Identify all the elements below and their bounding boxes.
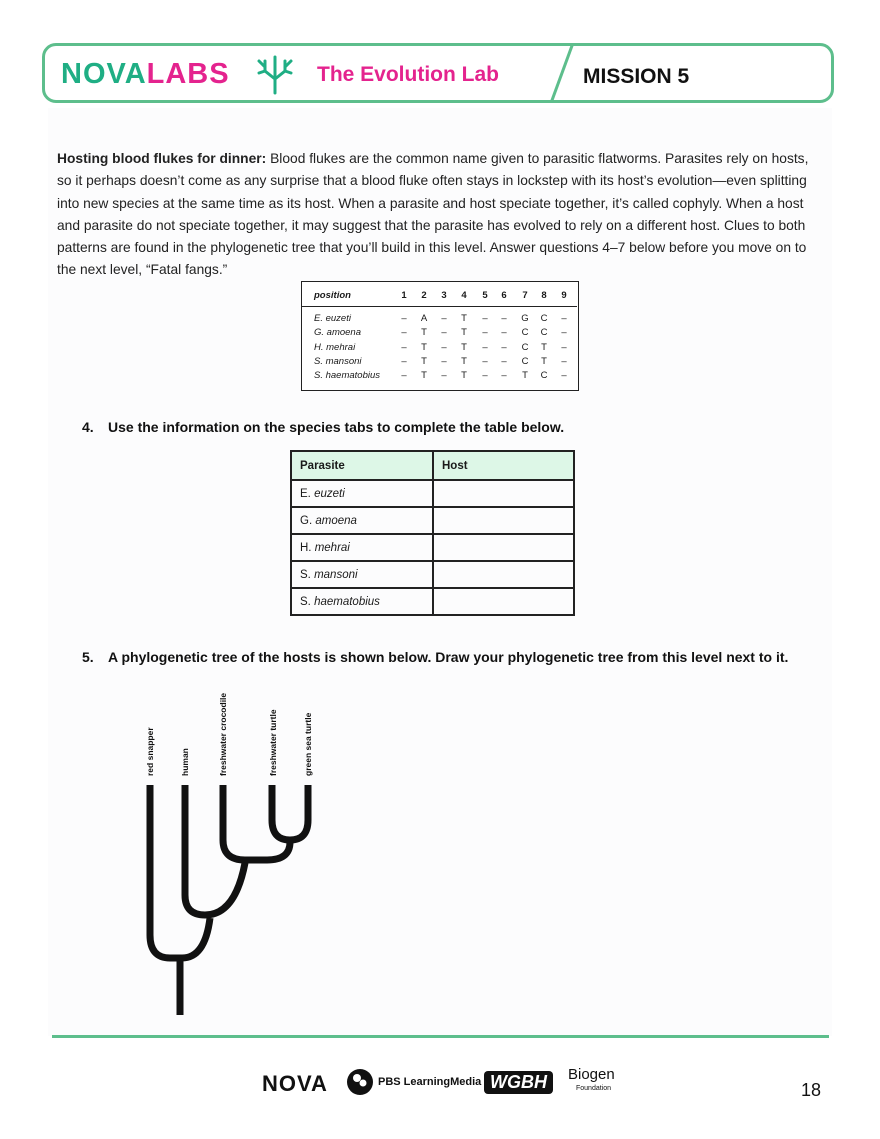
base-cell: T: [421, 341, 427, 353]
position-number: 8: [541, 290, 547, 301]
species-text: euzeti: [314, 487, 345, 500]
base-cell: T: [461, 355, 467, 367]
base-cell: –: [401, 341, 407, 353]
table-row: [291, 507, 574, 534]
taxon-label: freshwater crocodile: [218, 692, 228, 776]
base-cell: –: [441, 355, 447, 367]
taxon-label: green sea turtle: [303, 712, 313, 776]
host-cell[interactable]: [433, 480, 574, 507]
base-cell: C: [540, 313, 548, 324]
genus-text: H.: [300, 541, 312, 554]
table-row: [291, 588, 574, 615]
base-cell: T: [421, 370, 427, 382]
base-cell: –: [401, 370, 407, 382]
footer-divider: [52, 1035, 829, 1038]
host-cell[interactable]: [433, 588, 574, 615]
host-column-header: Host: [433, 451, 574, 480]
taxon-label: red snapper: [145, 727, 155, 776]
base-cell: –: [441, 370, 447, 382]
intro-body: Blood flukes are the common name given to parasitic flatworms. Parasites rely on hosts, so it perhaps doesn’t come as any surprise that a blood fluke often stays in lockstep with its host’s evolution—even splitting into new species at the same time as its host. When a parasite and host speciate together, it’s called cophyly. When a host and parasite do not speciate together, it may suggest that the parasite has evolved to rely on a different host. Clues to both patterns are found in the phylogenetic tree that you’ll build in this level. Answer questions 4–7 below before you move on to the next level, “Fatal fangs.”: [57, 151, 809, 278]
species-text: haematobius: [314, 595, 380, 608]
parasite-cell: [291, 507, 433, 534]
evolution-tree-icon: [255, 53, 295, 95]
position-label: position: [314, 290, 351, 301]
question-text: A phylogenetic tree of the hosts is shown below. Draw your phylogenetic tree from this level next to it.: [108, 649, 789, 665]
table-row: [291, 534, 574, 561]
parasite-cell: [291, 588, 433, 615]
branch-snapper-others: [150, 785, 210, 958]
species-name: G. amoena: [314, 327, 361, 339]
sequence-header-row: [314, 290, 574, 302]
nova-logo: NOVA: [262, 1071, 328, 1096]
wgbh-logo: WGBH: [484, 1071, 553, 1094]
base-cell: C: [540, 370, 548, 382]
novalabs-logo: [61, 58, 230, 91]
base-cell: –: [401, 313, 407, 324]
base-cell: T: [522, 370, 528, 382]
genus-text: S.: [300, 595, 311, 608]
base-cell: –: [561, 341, 567, 353]
parasite-cell: [291, 534, 433, 561]
parasite-column-header: Parasite: [291, 451, 433, 480]
base-cell: –: [501, 370, 507, 382]
question-number: 4.: [82, 419, 94, 435]
intro-lead: Hosting blood flukes for dinner:: [57, 151, 267, 166]
base-cell: –: [441, 313, 447, 324]
parasite-cell: [291, 480, 433, 507]
sequence-alignment-table: [301, 281, 579, 391]
genus-text: G.: [300, 514, 313, 527]
pbs-learningmedia-logo: PBS LearningMedia: [378, 1076, 482, 1088]
base-cell: –: [441, 327, 447, 339]
header-divider: [547, 43, 577, 103]
position-number: 6: [501, 290, 507, 301]
question-text: Use the information on the species tabs to complete the table below.: [108, 419, 565, 435]
sequence-row: [314, 342, 574, 354]
page-number: 18: [801, 1080, 822, 1100]
base-cell: –: [501, 327, 507, 339]
species-text: mansoni: [314, 568, 358, 581]
base-cell: T: [421, 327, 427, 339]
base-cell: –: [482, 327, 488, 339]
logo-nova-text: NOVA: [61, 58, 147, 90]
base-cell: –: [561, 355, 567, 367]
position-number: 3: [441, 290, 447, 301]
host-cell[interactable]: [433, 534, 574, 561]
branch-human-reptiles: [185, 785, 245, 915]
base-cell: –: [501, 313, 507, 324]
base-cell: –: [482, 341, 488, 353]
branch-turtles: [272, 785, 308, 840]
mission-label: MISSION 5: [583, 65, 690, 88]
base-cell: –: [482, 355, 488, 367]
position-number: 9: [561, 290, 567, 301]
sequence-row: [314, 313, 574, 325]
lab-title: The Evolution Lab: [317, 63, 499, 86]
base-cell: A: [420, 313, 428, 324]
base-cell: T: [461, 341, 467, 353]
genus-text: E.: [300, 487, 311, 500]
base-cell: T: [541, 341, 547, 353]
taxon-label: human: [180, 748, 190, 776]
genus-text: S.: [300, 568, 311, 581]
base-cell: G: [521, 313, 529, 324]
parasite-host-table: [290, 450, 575, 616]
pbs-icon: [346, 1068, 374, 1096]
base-cell: –: [401, 327, 407, 339]
species-name: S. mansoni: [314, 355, 362, 367]
position-number: 2: [421, 290, 427, 301]
sequence-header-rule: [302, 306, 577, 307]
species-text: amoena: [315, 514, 357, 527]
footer-logos: [262, 1066, 642, 1098]
header-banner: [42, 43, 834, 103]
table-row: [291, 480, 574, 507]
base-cell: T: [461, 313, 467, 324]
position-number: 1: [401, 290, 407, 301]
species-name: H. mehrai: [314, 341, 356, 353]
base-cell: –: [441, 341, 447, 353]
base-cell: –: [561, 370, 567, 382]
species-name: S. haematobius: [314, 370, 381, 382]
host-cell[interactable]: [433, 507, 574, 534]
base-cell: –: [561, 327, 567, 339]
base-cell: C: [540, 327, 548, 339]
base-cell: T: [421, 355, 427, 367]
base-cell: T: [461, 327, 467, 339]
base-cell: –: [482, 313, 488, 324]
intro-paragraph: [57, 148, 817, 282]
sequence-row: [314, 370, 574, 382]
table-header-row: [291, 451, 574, 480]
table-row: [291, 561, 574, 588]
position-number: 7: [522, 290, 528, 301]
base-cell: C: [521, 355, 529, 367]
sequence-row: [314, 356, 574, 368]
position-number: 4: [461, 290, 467, 301]
base-cell: T: [461, 370, 467, 382]
base-cell: –: [501, 341, 507, 353]
species-text: mehrai: [314, 541, 350, 554]
base-cell: –: [501, 355, 507, 367]
branch-crocodile-turtles: [223, 785, 290, 860]
foundation-text: Foundation: [576, 1085, 612, 1092]
logo-labs-text: LABS: [146, 58, 230, 90]
parasite-cell: [291, 561, 433, 588]
base-cell: C: [521, 327, 529, 339]
base-cell: C: [521, 341, 529, 353]
base-cell: –: [482, 370, 488, 382]
base-cell: –: [401, 355, 407, 367]
base-cell: –: [561, 313, 567, 324]
host-phylogenetic-tree: [130, 680, 330, 1020]
biogen-logo: Biogen: [568, 1066, 615, 1083]
question-number: 5.: [82, 649, 94, 665]
host-cell[interactable]: [433, 561, 574, 588]
base-cell: T: [541, 355, 547, 367]
species-name: E. euzeti: [314, 313, 351, 324]
position-number: 5: [482, 290, 488, 301]
taxon-label: freshwater turtle: [268, 709, 278, 776]
sequence-row: [314, 327, 574, 339]
